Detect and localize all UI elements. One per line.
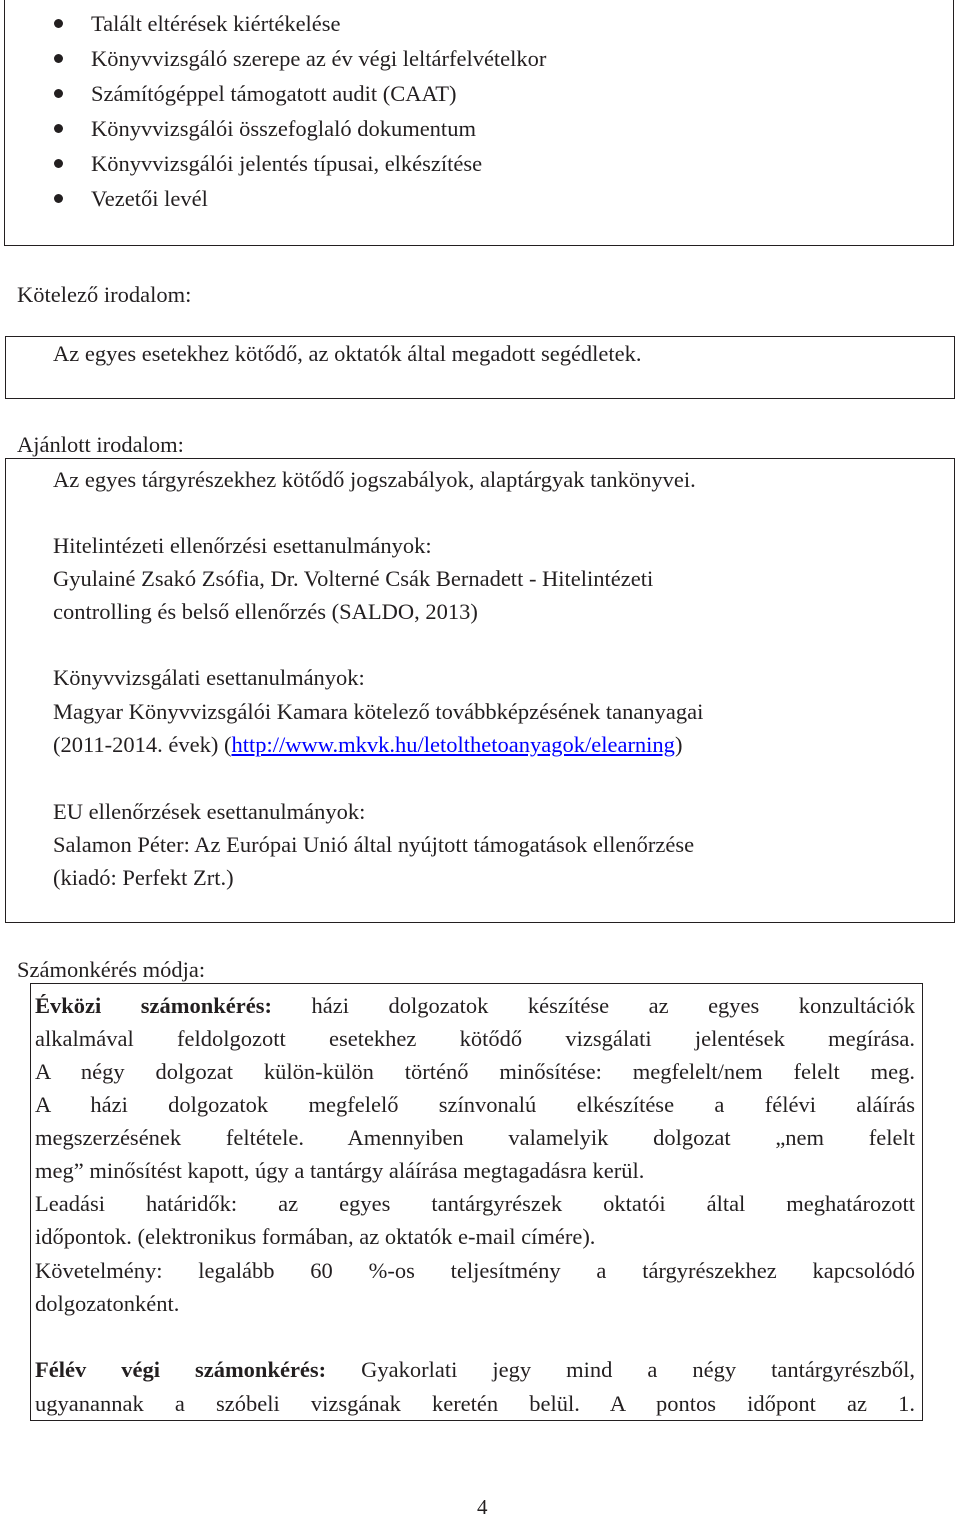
audit-case-line2 [53, 734, 682, 757]
required-literature-heading: Kötelező irodalom: [17, 282, 192, 307]
final-assessment-line-2: ugyanannak a szóbeli vizsgának keretén belül. A pontos időpont az 1. [35, 1391, 915, 1416]
bullet-icon [54, 194, 63, 203]
bullet-icon [54, 159, 63, 168]
assessment-line-1 [35, 989, 915, 1022]
assessment-line-8: időpontok. (elektronikus formában, az oktatók e-mail címére). [35, 1224, 596, 1249]
assessment-line-5: megszerzésének feltétele. Amennyiben valamelyik dolgozat „nem felelt [35, 1125, 915, 1150]
banking-case-line2: controlling és belső ellenőrzés (SALDO, 2013) [53, 599, 478, 624]
assessment-heading: Számonkérés módja: [17, 957, 206, 982]
list-item: Könyvvizsgáló szerepe az év végi leltárfelvételkor [54, 45, 546, 80]
recommended-literature-text: Az egyes tárgyrészekhez kötődő jogszabályok, alaptárgyak tankönyvei. [53, 467, 696, 492]
assessment-line-2: alkalmával feldolgozott esetekhez kötődő vizsgálati jelentések megírása. [35, 1026, 915, 1051]
midterm-label: Évközi számonkérés: [35, 993, 272, 1018]
assessment-line-10: dolgozatonként. [35, 1291, 180, 1316]
banking-case-heading: Hitelintézeti ellenőrzési esettanulmányok: [53, 533, 432, 558]
assessment-line-9: Követelmény: legalább 60 %-os teljesítmény a tárgyrészekhez kapcsolódó [35, 1258, 915, 1283]
list-item: Könyvvizsgálói összefoglaló dokumentum [54, 115, 546, 150]
eu-case-line2: (kiadó: Perfekt Zrt.) [53, 865, 234, 890]
mkvk-elearning-link[interactable]: http://www.mkvk.hu/letolthetoanyagok/elearning [231, 732, 675, 757]
bullet-icon [54, 124, 63, 133]
required-literature-text: Az egyes esetekhez kötődő, az oktatók által megadott segédletek. [53, 341, 642, 366]
eu-case-line1: Salamon Péter: Az Európai Unió által nyújtott támogatások ellenőrzése [53, 832, 695, 857]
audit-case-line2-suffix: ) [674, 732, 683, 757]
topics-list [54, 10, 546, 220]
assessment-line-4: A házi dolgozatok megfelelő színvonalú elkészítése a félévi aláírás [35, 1092, 915, 1117]
recommended-literature-heading: Ajánlott irodalom: [17, 432, 184, 457]
assessment-line-3: A négy dolgozat külön-külön történő minősítése: megfelelt/nem felelt meg. [35, 1059, 915, 1084]
page-number: 4 [477, 1495, 488, 1519]
final-text-1: Gyakorlati jegy mind a négy tantárgyrészből, [326, 1357, 915, 1382]
final-label: Félév végi számonkérés: [35, 1357, 327, 1382]
audit-case-line2-prefix: (2011-2014. évek) ( [53, 732, 232, 757]
eu-case-heading: EU ellenőrzések esettanulmányok: [53, 799, 366, 824]
bullet-icon [54, 19, 63, 28]
banking-case-line1: Gyulainé Zsakó Zsófia, Dr. Volterné Csák Bernadett - Hitelintézeti [53, 566, 654, 591]
midterm-text-1: házi dolgozatok készítése az egyes konzultációk [271, 993, 916, 1018]
final-assessment-line-1 [35, 1353, 915, 1386]
list-item: Számítógéppel támogatott audit (CAAT) [54, 80, 546, 115]
audit-case-heading: Könyvvizsgálati esettanulmányok: [53, 665, 365, 690]
list-item: Talált eltérések kiértékelése [54, 10, 546, 45]
assessment-line-7: Leadási határidők: az egyes tantárgyrészek oktatói által meghatározott [35, 1191, 915, 1216]
assessment-line-6: meg” minősítést kapott, úgy a tantárgy aláírása megtagadásra kerül. [35, 1158, 645, 1183]
audit-case-line1: Magyar Könyvvizsgálói Kamara kötelező továbbképzésének tananyagai [53, 699, 704, 724]
list-item: Vezetői levél [54, 185, 546, 220]
list-item: Könyvvizsgálói jelentés típusai, elkészítése [54, 150, 546, 185]
bullet-icon [54, 89, 63, 98]
bullet-icon [54, 54, 63, 63]
